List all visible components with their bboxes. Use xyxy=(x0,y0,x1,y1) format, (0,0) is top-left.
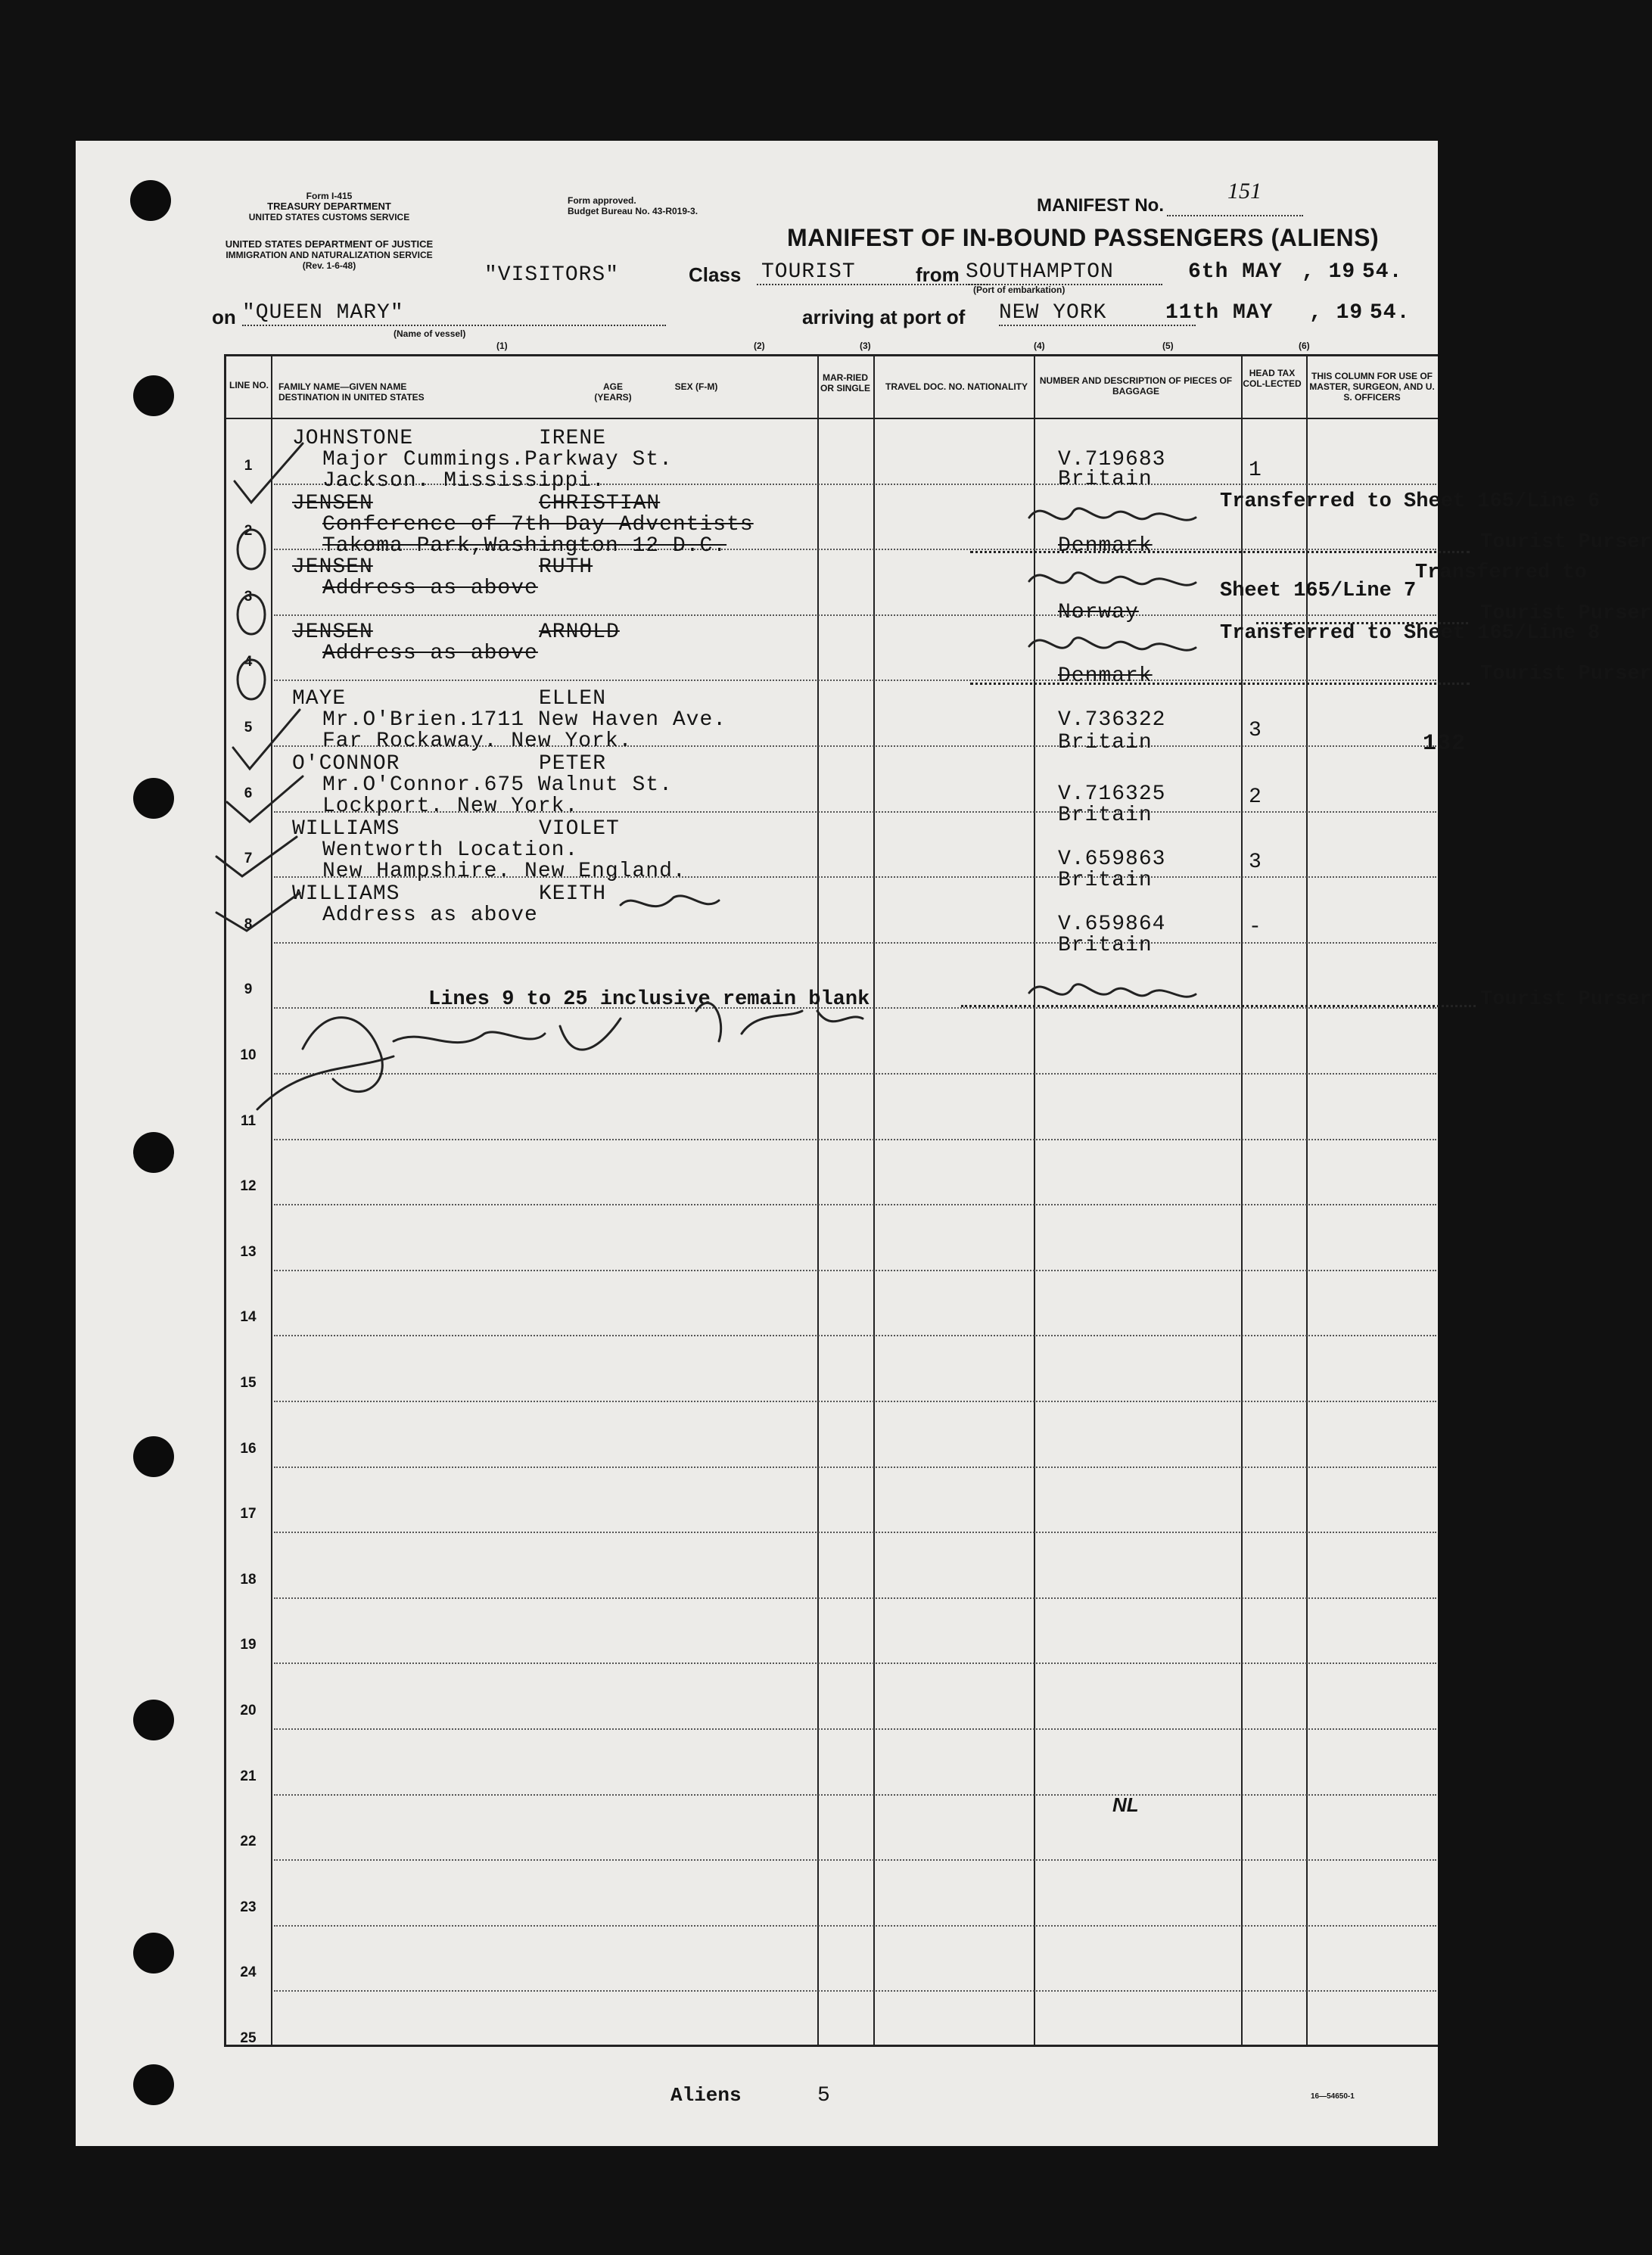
entry-7-nat: Britain xyxy=(1058,869,1153,892)
entry-5-officer: 132 xyxy=(1423,731,1467,757)
col-num-2: (2) xyxy=(754,341,765,351)
entry-2-purser: Tourist Purser xyxy=(1480,531,1652,554)
manifest-page xyxy=(76,141,1652,2146)
entry-8-addr1: Address as above xyxy=(322,904,538,927)
entry-6-family: O'CONNOR xyxy=(292,752,400,776)
line-number: 3 xyxy=(244,588,253,605)
row-divider xyxy=(274,1662,1436,1664)
header-officers: THIS COLUMN FOR USE OF MASTER, SURGEON, AND U. S. OFFICERS xyxy=(1309,371,1435,403)
dept-treasury: TREASURY DEPARTMENT xyxy=(267,201,391,212)
entry-3-transfer-b: Sheet 165/Line 7 xyxy=(1220,580,1417,602)
entry-3-transfer-a: Transferred to xyxy=(1415,561,1587,584)
manifest-title: MANIFEST OF IN-BOUND PASSENGERS (ALIENS) xyxy=(787,224,1380,251)
entry-4-transfer: Transferred to Sheet 165/Line 8 xyxy=(1220,622,1601,645)
budget-bureau: Budget Bureau No. 43-R019-3. xyxy=(568,206,698,216)
arrive-port: NEW YORK xyxy=(999,301,1196,326)
entry-4-purser: Tourist Purser xyxy=(1480,663,1652,686)
entry-2-family: JENSEN xyxy=(292,492,373,515)
entry-6-bag: 2 xyxy=(1249,785,1262,809)
line-number: 7 xyxy=(244,851,253,867)
manifest-no-label: MANIFEST No. xyxy=(1037,195,1164,216)
line-number: 8 xyxy=(244,916,253,932)
header-line-no: LINE NO. xyxy=(229,380,269,390)
entry-5-addr2: Far Rockaway. New York. xyxy=(322,729,633,753)
header-family-name: FAMILY NAME—GIVEN NAME xyxy=(278,381,407,392)
header-destination: DESTINATION IN UNITED STATES xyxy=(278,392,425,403)
on-label: on xyxy=(212,306,236,328)
entry-3-purser: Tourist Purser xyxy=(1480,602,1652,625)
line-number: 16 xyxy=(240,1440,257,1457)
port-embark-caption: (Port of embarkation) xyxy=(973,285,1066,295)
entry-1-given: IRENE xyxy=(539,427,607,450)
entry-7-addr2: New Hampshire. New England. xyxy=(322,860,686,883)
entry-2-given: CHRISTIAN xyxy=(539,492,661,515)
row-divider xyxy=(274,1401,1436,1402)
header-head-tax: HEAD TAX COL-LECTED xyxy=(1243,368,1302,389)
line-number: 17 xyxy=(240,1506,257,1523)
entry-4-given: ARNOLD xyxy=(539,621,620,644)
print-code: 16—54650-1 xyxy=(1311,2092,1355,2101)
header-travel-doc: TRAVEL DOC. NO. NATIONALITY xyxy=(885,381,1028,392)
entry-1-addr2: Jackson. Mississippi. xyxy=(322,469,605,493)
header-age: AGE (YEARS) xyxy=(594,381,632,403)
entry-5-addr1: Mr.O'Brien.1711 New Haven Ave. xyxy=(322,708,727,732)
arrive-year: 54. xyxy=(1370,301,1411,325)
entry-8-doc: V.659864 xyxy=(1058,913,1166,936)
entry-4-nat: Denmark xyxy=(1058,664,1153,688)
col-num-4: (4) xyxy=(1034,341,1045,351)
col-num-5: (5) xyxy=(1162,341,1174,351)
entry-6-nat: Britain xyxy=(1058,804,1153,827)
header-baggage: NUMBER AND DESCRIPTION OF PIECES OF BAGGAGE xyxy=(1039,375,1233,397)
punch-hole xyxy=(133,1700,174,1740)
entry-6-given: PETER xyxy=(539,752,607,776)
line-number: 25 xyxy=(240,2030,257,2046)
line-number: 18 xyxy=(240,1571,257,1588)
entry-1-bag: 1 xyxy=(1249,459,1262,482)
blank-note-purser: Tourist Purser xyxy=(1480,988,1652,1011)
form-number: Form I-415 xyxy=(306,191,353,201)
line-number: 24 xyxy=(240,1964,257,1981)
entry-6-addr2: Lockport. New York. xyxy=(322,795,579,818)
entry-5-nat: Britain xyxy=(1058,731,1153,754)
row-divider xyxy=(274,1728,1436,1730)
footer-aliens-count: 5 xyxy=(817,2084,830,2107)
entry-2-transfer: Transferred to Sheet 165/Line 6 xyxy=(1220,490,1601,513)
line-number: 14 xyxy=(240,1309,257,1326)
revision: (Rev. 1-6-48) xyxy=(302,260,356,271)
entry-4-addr1: Address as above xyxy=(322,642,538,665)
entry-8-given: KEITH xyxy=(539,882,607,906)
punch-hole xyxy=(133,1436,174,1477)
nl-stamp: NL xyxy=(1112,1793,1139,1816)
footer-aliens-label: Aliens xyxy=(670,2084,742,2107)
entry-1-doc: V.719683 xyxy=(1058,448,1166,471)
class-label: Class xyxy=(689,263,742,286)
arrive-year-prefix: , 19 xyxy=(1309,301,1364,325)
line-number: 1 xyxy=(244,457,253,474)
entry-3-family: JENSEN xyxy=(292,555,373,579)
entry-5-doc: V.736322 xyxy=(1058,708,1166,732)
customs-service: UNITED STATES CUSTOMS SERVICE xyxy=(248,212,410,222)
blank-lines-note: Lines 9 to 25 inclusive remain blank xyxy=(428,988,870,1011)
line-number: 13 xyxy=(240,1243,257,1260)
line-number: 5 xyxy=(244,720,253,736)
header-married: MAR-RIED OR SINGLE xyxy=(820,372,870,393)
depart-date: 6th MAY xyxy=(1188,260,1283,284)
line-number: 20 xyxy=(240,1703,257,1718)
row-divider xyxy=(274,1532,1436,1533)
row-divider xyxy=(274,1925,1436,1927)
arrive-date: 11th MAY xyxy=(1165,301,1274,325)
row-divider xyxy=(274,1990,1436,1992)
line-number: 21 xyxy=(240,1768,257,1784)
entry-6-addr1: Mr.O'Connor.675 Walnut St. xyxy=(322,773,673,797)
from-value: SOUTHAMPTON xyxy=(966,260,1162,285)
line-number: 23 xyxy=(240,1899,257,1915)
header-sex: SEX (F-M) xyxy=(674,381,718,392)
arriving-label: arriving at port of xyxy=(802,306,966,328)
vessel-caption: (Name of vessel) xyxy=(394,328,466,339)
entry-5-bag: 3 xyxy=(1249,719,1262,742)
entry-6-doc: V.716325 xyxy=(1058,782,1166,806)
line-number: 4 xyxy=(244,654,253,670)
line-number: 2 xyxy=(244,523,253,540)
entry-7-doc: V.659863 xyxy=(1058,848,1166,871)
entry-2-addr2: Takoma Park,Washington 12 D.C. xyxy=(322,534,727,558)
col-num-1: (1) xyxy=(496,341,508,351)
entry-2-nat: Denmark xyxy=(1058,534,1153,558)
line-number: 11 xyxy=(240,1112,257,1129)
row-divider xyxy=(274,1859,1436,1861)
col-num-3: (3) xyxy=(860,341,871,351)
handwritten-marks xyxy=(76,141,1438,1351)
entry-2-addr1: Conference of 7th Day Adventists xyxy=(322,513,754,537)
from-label: from xyxy=(916,263,960,286)
entry-5-given: ELLEN xyxy=(539,687,607,711)
line-number: 15 xyxy=(240,1375,257,1391)
entry-1-addr1: Major Cummings.Parkway St. xyxy=(322,448,673,471)
visitors-label: "VISITORS" xyxy=(484,263,620,287)
entry-5-family: MAYE xyxy=(292,687,347,711)
entry-8-nat: Britain xyxy=(1058,934,1153,957)
entry-1-family: JOHNSTONE xyxy=(292,427,414,450)
class-value: TOURIST xyxy=(757,260,988,285)
entry-8-bag: - xyxy=(1249,916,1262,939)
line-number: 10 xyxy=(240,1047,257,1063)
manifest-no-value: 151 xyxy=(1227,179,1262,204)
row-divider xyxy=(274,1794,1436,1796)
row-divider xyxy=(274,1467,1436,1468)
entry-8-family: WILLIAMS xyxy=(292,882,400,906)
line-number: 22 xyxy=(240,1834,257,1850)
depart-year-prefix: , 19 xyxy=(1302,260,1356,284)
entry-7-given: VIOLET xyxy=(539,817,620,841)
entry-3-addr1: Address as above xyxy=(322,577,538,600)
depart-year: 54. xyxy=(1362,260,1403,284)
col-num-6: (6) xyxy=(1299,341,1310,351)
punch-hole xyxy=(133,2064,174,2105)
entry-4-family: JENSEN xyxy=(292,621,373,644)
form-approved: Form approved. xyxy=(568,195,636,206)
row-divider xyxy=(274,1597,1436,1599)
vessel-name: "QUEEN MARY" xyxy=(242,301,666,326)
line-number: 19 xyxy=(240,1637,257,1653)
line-number: 6 xyxy=(244,785,253,801)
line-number: 9 xyxy=(244,981,253,998)
entry-1-nat: Britain xyxy=(1058,468,1153,491)
entry-3-given: RUTH xyxy=(539,555,593,579)
line-number: 12 xyxy=(240,1178,257,1195)
entry-7-bag: 3 xyxy=(1249,851,1262,874)
entry-3-nat: Norway xyxy=(1058,601,1139,624)
punch-hole xyxy=(133,1933,174,1974)
entry-7-addr1: Wentworth Location. xyxy=(322,838,579,862)
ins-service: IMMIGRATION AND NATURALIZATION SERVICE xyxy=(226,250,433,260)
dept-justice: UNITED STATES DEPARTMENT OF JUSTICE xyxy=(225,238,434,250)
entry-7-family: WILLIAMS xyxy=(292,817,400,841)
